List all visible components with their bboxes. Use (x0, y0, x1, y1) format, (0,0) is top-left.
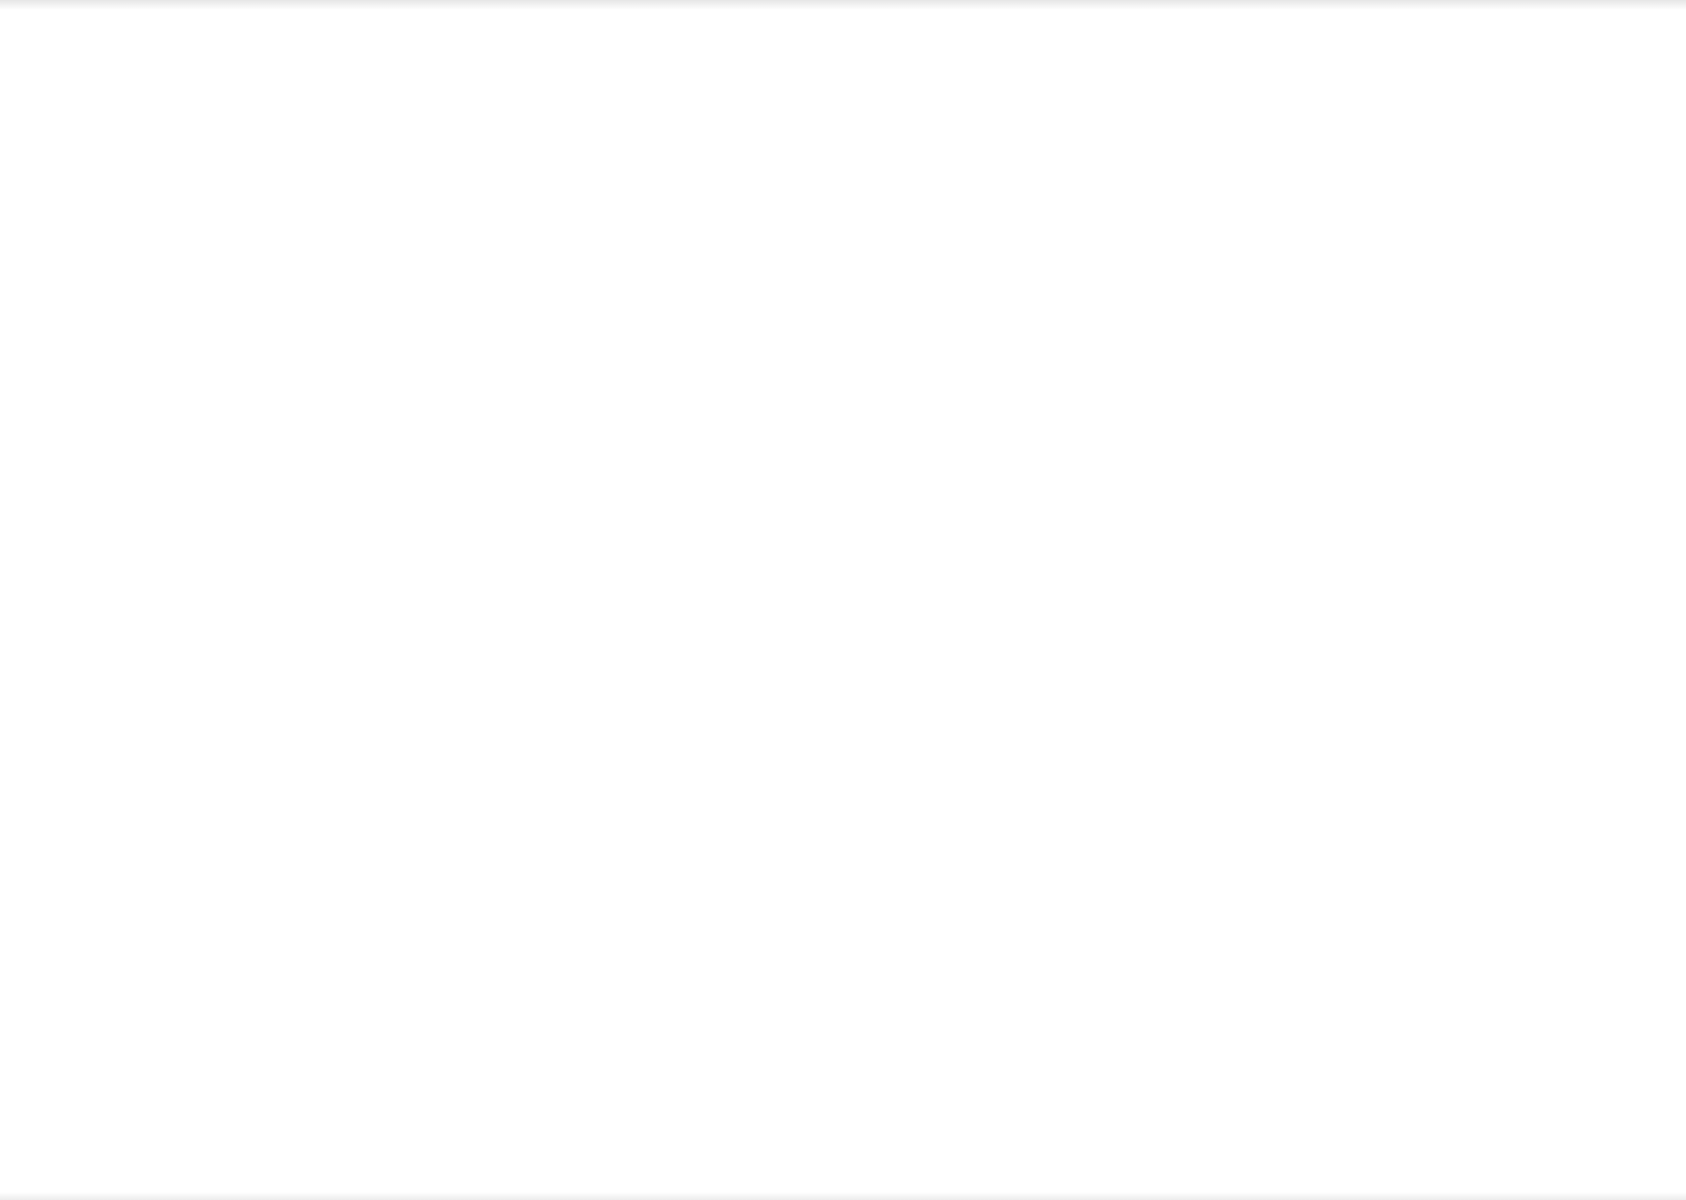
scan-top-edge (0, 0, 1686, 10)
scan-bottom-edge (0, 1192, 1686, 1200)
